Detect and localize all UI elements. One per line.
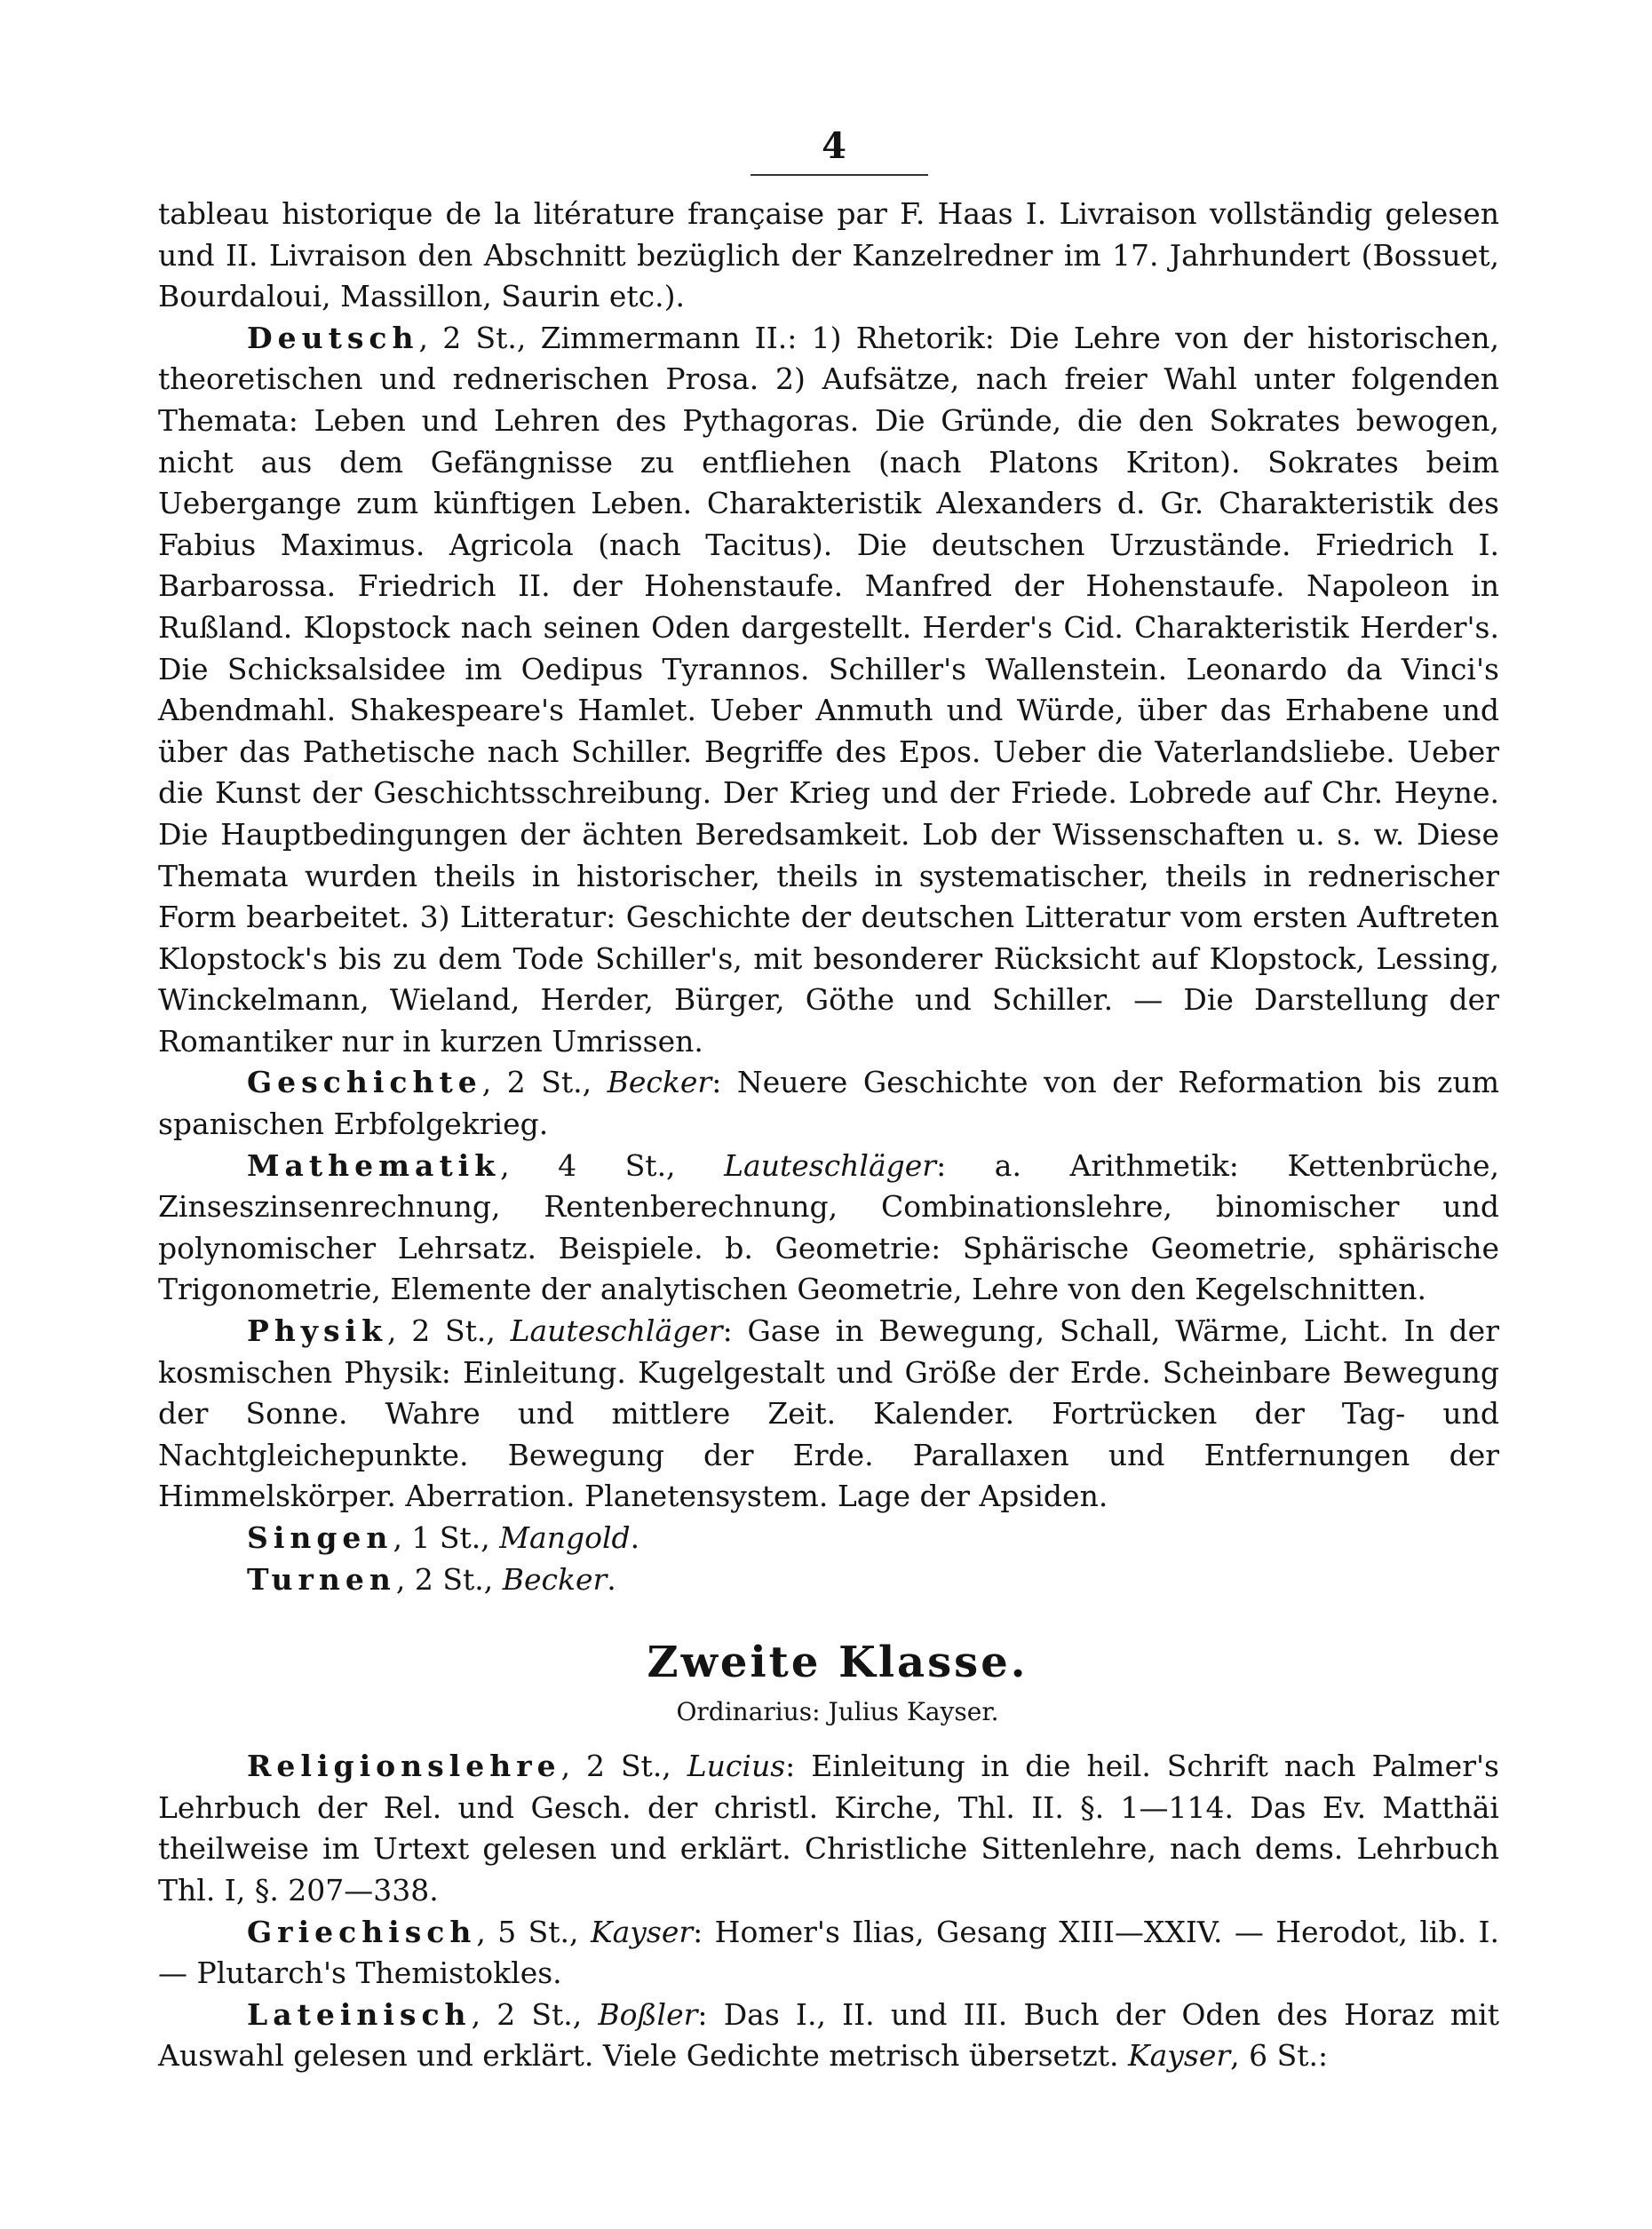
section-heading: Zweite Klasse. (647, 1638, 1029, 1688)
subject-deutsch: Deutsch (247, 320, 419, 355)
mathematik-info: , 4 St., (500, 1147, 725, 1183)
physik-info: , 2 St., (386, 1313, 511, 1349)
teacher-mathematik: Lauteschläger (724, 1147, 937, 1183)
header-rule (751, 174, 928, 176)
subject-geschichte: Geschichte (247, 1065, 482, 1100)
paragraph-french-literature: tableau historique de la litérature française par F. Haas I. Livraison vollständig gelesen und II. Livraison den Abschnitt bezüglich der Kanzelredner im 17. Jahrhundert (Bossuet, Bourdaloui, Massillon, Saurin etc.). (158, 196, 1499, 314)
physik-text: : Gase in Bewegung, Schall, Wärme, Licht. In der kosmischen Physik: Einleitung. Kugelgestalt und Größe der Erde. Scheinbare Bewegung der Sonne. Wahre und mittlere Zeit. Kalender. Fortrücken der Tag- und Nachtgleichepunkte. Bewegung der Erde. Parallaxen und Entfernungen der Himmelskörper. Aberration. Planetensystem. Lage der Apsiden. (158, 1313, 1499, 1514)
paragraph-singen (158, 1518, 1499, 1559)
teacher-singen: Mangold (499, 1520, 631, 1555)
turnen-end: . (607, 1561, 616, 1597)
religion-info: , 2 St., (560, 1749, 687, 1784)
geschichte-text: : Neuere Geschichte von der Reformation bis zum spanischen Erbfolgekrieg. (158, 1065, 1499, 1142)
lateinisch-info: , 2 St., (471, 1996, 599, 2032)
subject-griechisch: Griechisch (247, 1914, 477, 1949)
subject-turnen: Turnen (247, 1561, 396, 1597)
page (158, 124, 1499, 2077)
griechisch-text: : Homer's Ilias, Gesang XIII—XXIV. — Herodot, lib. I. — Plutarch's Themistokles. (158, 1914, 1499, 1991)
mathematik-text: : a. Arithmetik: Kettenbrüche, Zinseszinsenrechnung, Rentenberechnung, Combinationslehre, binomischer und polynomischer Lehrsatz. Beispiele. b. Geometrie: Sphärische Geometrie, sphärische Trigonometrie, Elemente der analytischen Geometrie, Lehre von den Kegelschnitten. (158, 1147, 1499, 1307)
teacher-geschichte: Becker (607, 1065, 712, 1100)
paragraph-geschichte (158, 1062, 1499, 1145)
teacher-griechisch: Kayser (590, 1914, 694, 1949)
teacher-religion: Lucius (687, 1749, 786, 1784)
subject-mathematik: Mathematik (247, 1147, 501, 1183)
deutsch-text: 1) Rhetorik: Die Lehre von der historischen, theoretischen und rednerischen Prosa. 2) Aufsätze, nach freier Wahl unter folgenden Themata: Leben und Lehren des Pythagoras. Die Gründe, die den Sokrates bewogen, nicht aus dem Gefängnisse zu entfliehen (nach Platons Kriton). Sokrates beim Uebergange zum künftigen Leben. Charakteristik Alexanders d. Gr. Charakteristik des Fabius Maximus. Agricola (nach Tacitus). Die deutschen Urzustände. Friedrich I. Barbarossa. Friedrich II. der Hohenstaufe. Manfred der Hohenstaufe. Napoleon in Rußland. Klopstock nach seinen Oden dargestellt. Herder's Cid. Charakteristik Herder's. Die Schicksalsidee im Oedipus Tyrannos. Schiller's Wallenstein. Leonardo da Vinci's Abendmahl. Shakespeare's Hamlet. Ueber Anmuth und Würde, über das Erhabene und über das Pathetische nach Schiller. Begriffe des Epos. Ueber die Vaterlandsliebe. Ueber die Kunst der Geschichtsschreibung. Der Krieg und der Friede. Lobrede auf Chr. Heyne. Die Hauptbedingungen der ächten Beredsamkeit. Lob der Wissenschaften u. s. w. Diese Themata wurden theils in historischer, theils in systematischer, theils in rednerischer Form bearbeitet. 3) Litteratur: Geschichte der deutschen Litteratur vom ersten Auftreten Klopstock's bis zu dem Tode Schiller's, mit besonderer Rücksicht auf Klopstock, Lessing, Winckelmann, Wieland, Herder, Bürger, Göthe und Schiller. — Die Darstellung der Romantiker nur in kurzen Umrissen. (158, 320, 1500, 1059)
paragraph-deutsch (158, 318, 1499, 1063)
paragraph-religion (158, 1746, 1499, 1911)
teacher-turnen: Becker (502, 1561, 608, 1597)
religion-text: : Einleitung in die heil. Schrift nach Palmer's Lehrbuch der Rel. und Gesch. der christl. Kirche, Thl. II. §. 1—114. Das Ev. Matthäi theilweise im Urtext gelesen und erklärt. Christliche Sittenlehre, nach dems. Lehrbuch Thl. I, §. 207—338. (158, 1749, 1499, 1908)
page-number: 4 (822, 125, 846, 167)
paragraph-turnen (158, 1559, 1499, 1601)
paragraph-physik (158, 1311, 1499, 1518)
ordinarius-line: Ordinarius: Julius Kayser. (676, 1697, 999, 1727)
subject-physik: Physik (247, 1313, 387, 1349)
lateinisch-text: : Das I., II. und III. Buch der Oden des Horaz mit Auswahl gelesen und erklärt. Viele Gedichte metrisch übersetzt. (158, 1996, 1499, 2074)
teacher-lateinisch-2: Kayser (1127, 2038, 1231, 2074)
geschichte-info: , 2 St., (481, 1065, 608, 1100)
paragraph-lateinisch (158, 1995, 1499, 2077)
turnen-info: , 2 St., (395, 1561, 503, 1597)
teacher-physik: Lauteschläger (510, 1313, 723, 1349)
singen-end: . (630, 1520, 640, 1555)
subject-religion: Religionslehre (247, 1749, 561, 1784)
singen-info: , 1 St., (393, 1520, 500, 1555)
subject-singen: Singen (247, 1520, 393, 1555)
deutsch-info: , 2 St., Zimmermann II.: (418, 320, 812, 355)
paragraph-mathematik (158, 1146, 1499, 1311)
griechisch-info: , 5 St., (476, 1914, 591, 1949)
teacher-lateinisch: Boßler (598, 1996, 698, 2032)
subject-lateinisch: Lateinisch (247, 1996, 472, 2032)
paragraph-griechisch (158, 1912, 1499, 1995)
lateinisch-text-2: , 6 St.: (1230, 2038, 1329, 2074)
